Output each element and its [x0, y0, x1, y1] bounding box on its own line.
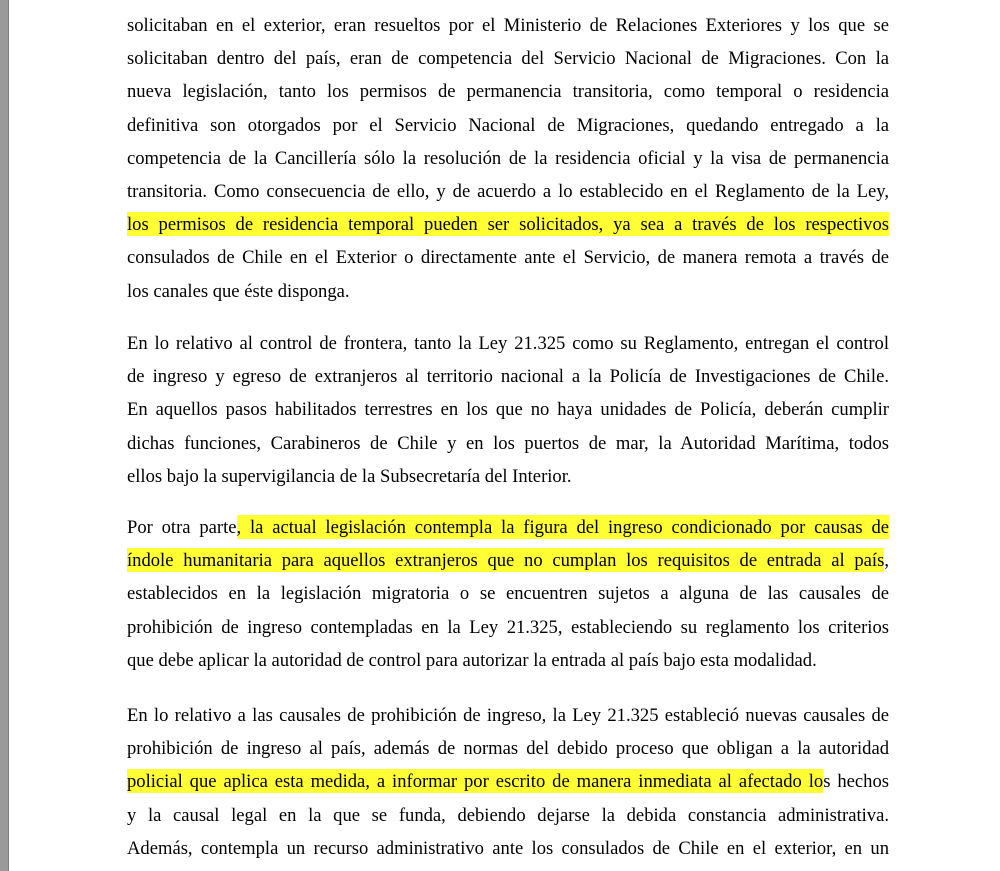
text-run: establecidos en la legislación migratoria o se encuentren sujetos a alguna de las causales de: [127, 583, 889, 605]
paragraph-2: [127, 327, 889, 493]
text-run: En aquellos pasos habilitados terrestres en los que no haya unidades de Policía, deberán cumplir: [127, 399, 889, 421]
highlighted-text: policial que aplica esta medida, a informar por escrito de manera inmediata al afectado lo: [127, 771, 824, 793]
text-run: y la causal legal en la que se funda, debiendo dejarse la debida constancia administrativa.: [127, 804, 889, 826]
text-line: [127, 460, 889, 493]
text-run: definitiva son otorgados por el Servicio Nacional de Migraciones, quedando entregado a la: [127, 114, 889, 136]
text-run: solicitaban dentro del país, eran de competencia del Servicio Nacional de Migraciones. Con la: [127, 48, 889, 70]
text-line: [127, 75, 889, 108]
text-run: solicitaban en el exterior, eran resueltos por el Ministerio de Relaciones Exteriores y los que se: [127, 15, 889, 36]
text-run: ,: [884, 550, 889, 572]
text-run: ellos bajo la supervigilancia de la Subsecretaría del Interior.: [127, 465, 572, 487]
text-run: de ingreso y egreso de extranjeros al territorio nacional a la Policía de Investigaciones de Chile.: [127, 366, 889, 388]
text-line: [127, 360, 889, 393]
text-line: [127, 327, 889, 360]
text-run: En lo relativo a las causales de prohibición de ingreso, la Ley 21.325 estableció nuevas causales de: [127, 705, 889, 726]
text-run: Además, contempla un recurso administrativo ante los consulados de Chile en el exterior, en un: [127, 837, 889, 859]
paragraph-3: [127, 511, 889, 677]
text-line: [127, 142, 889, 175]
text-run: prohibición de ingreso al país, además de normas del debido proceso que obligan a la autoridad: [127, 738, 889, 760]
text-line: [127, 42, 889, 75]
text-run: los canales que éste disponga.: [127, 280, 350, 302]
text-run: consulados de Chile en el Exterior o directamente ante el Servicio, de manera remota a través de: [127, 247, 889, 269]
text-line: [127, 799, 889, 832]
text-line: [127, 611, 889, 644]
text-line: [127, 699, 889, 732]
text-line: [127, 393, 889, 426]
text-line: [127, 9, 889, 42]
text-run: que debe aplicar la autoridad de control para autorizar la entrada al país bajo esta modalidad.: [127, 649, 817, 671]
text-run: competencia de la Cancillería sólo la resolución de la residencia oficial y la visa de permanencia: [127, 147, 889, 169]
text-line: [127, 175, 889, 208]
text-line: [127, 732, 889, 765]
text-line: [127, 765, 889, 798]
paragraph-1: [127, 9, 889, 308]
text-line: [127, 644, 889, 677]
text-line: [127, 241, 889, 274]
highlighted-text: índole humanitaria para aquellos extranjeros que no cumplan los requisitos de entrada al país: [127, 550, 885, 572]
text-run: En lo relativo al control de frontera, tanto la Ley 21.325 como su Reglamento, entregan el control: [127, 333, 889, 354]
text-run: dichas funciones, Carabineros de Chile y en los puertos de mar, la Autoridad Marítima, todos: [127, 432, 889, 454]
text-line: [127, 577, 889, 610]
text-line: [127, 208, 889, 241]
text-line: [127, 832, 889, 865]
text-run: Por otra parte: [127, 517, 237, 538]
paragraph-4: [127, 699, 889, 865]
highlighted-text: los permisos de residencia temporal pueden ser solicitados, ya sea a través de los respectivos: [127, 214, 889, 236]
text-line: [127, 511, 889, 544]
text-run: transitoria. Como consecuencia de ello, y de acuerdo a lo establecido en el Reglamento de la Ley,: [127, 180, 889, 202]
highlighted-text: , la actual legislación contempla la figura del ingreso condicionado por causas de: [236, 517, 889, 538]
text-line: [127, 427, 889, 460]
text-run: prohibición de ingreso contempladas en la Ley 21.325, estableciendo su reglamento los criterios: [127, 616, 889, 638]
text-line: [127, 544, 889, 577]
document-page: [8, 0, 1000, 871]
text-run: nueva legislación, tanto los permisos de permanencia transitoria, como temporal o residencia: [127, 81, 889, 103]
text-line: [127, 275, 889, 308]
text-line: [127, 109, 889, 142]
text-run: s hechos: [823, 771, 889, 793]
